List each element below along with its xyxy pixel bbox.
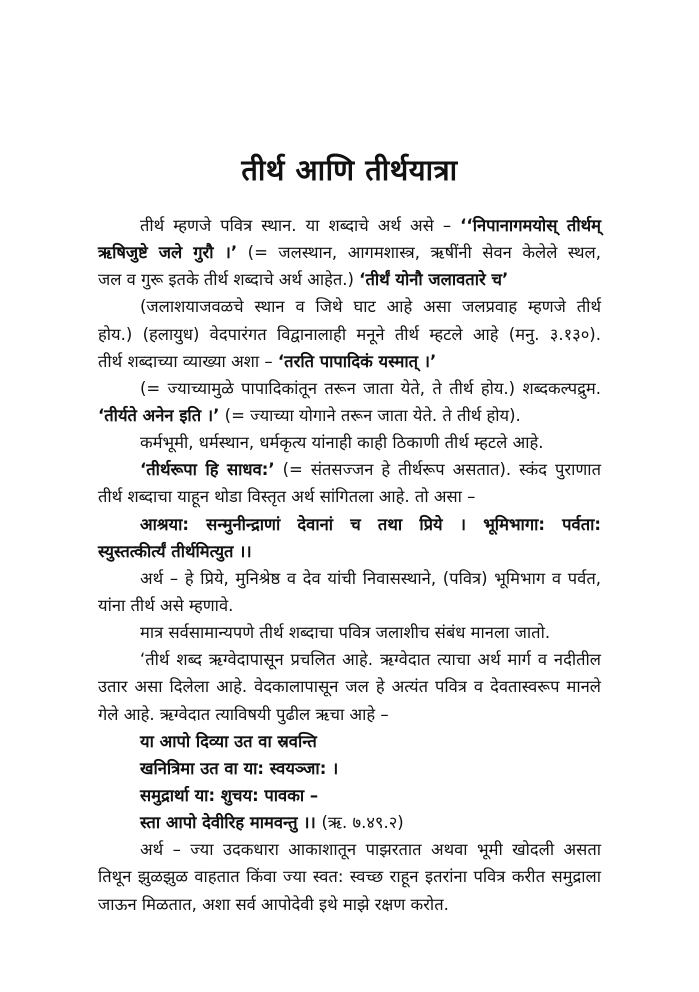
text-line bbox=[98, 646, 601, 673]
text-line bbox=[98, 673, 601, 700]
body-text: (= ज्याच्या योगाने तरून जाता येते. ते तीर्थ होय). bbox=[219, 405, 521, 425]
body-text: तिथून झुळझुळ वाहतात किंवा ज्या स्वत: स्वच्छ राहून इतरांना पवित्र करीत समुद्राला bbox=[98, 867, 601, 887]
body-text: जल व गुरू इतके तीर्थ शब्दाचे अर्थ आहेत.) bbox=[98, 270, 360, 290]
text-line bbox=[98, 348, 601, 375]
text-line bbox=[98, 755, 601, 782]
body-text: (= संतसज्जन हे तीर्थरूप असतात). स्कंद पुराणात bbox=[274, 460, 601, 480]
bold-quote-text: ‘तीर्थं योनौ जलावतारे च’ bbox=[359, 270, 509, 290]
body-text: होय.) (हलायुध) वेदपारंगत विद्वानालाही मनूने तीर्थ म्हटले आहे (मनु. ३.१३०). bbox=[98, 324, 601, 344]
document-body bbox=[98, 212, 601, 918]
body-text: (= ज्याच्यामुळे पापादिकांतून तरून जाता येते, ते तीर्थ होय.) शब्दकल्पद्रुम. bbox=[140, 378, 601, 398]
text-line bbox=[98, 293, 601, 320]
text-line bbox=[98, 429, 601, 456]
body-text: तीर्थ म्हणजे पवित्र स्थान. या शब्दाचे अर्थ असे – bbox=[140, 216, 461, 235]
bold-quote-text: आश्रया: सन्मुनीन्द्राणां देवानां च तथा प्रिये । भूमिभागा: पर्वता: bbox=[140, 514, 601, 534]
text-line bbox=[98, 782, 601, 809]
text-line bbox=[98, 809, 601, 836]
text-line bbox=[98, 239, 601, 266]
body-text: तीर्थ शब्दाचा याहून थोडा विस्तृत अर्थ सांगितला आहे. तो असा – bbox=[98, 487, 476, 507]
text-line bbox=[98, 592, 601, 619]
text-line bbox=[98, 483, 601, 510]
body-text: जाऊन मिळतात, अशा सर्व आपोदेवी इथे माझे रक्षण करोत. bbox=[98, 894, 449, 914]
text-line bbox=[98, 321, 601, 348]
text-line bbox=[98, 511, 601, 538]
text-line bbox=[98, 212, 601, 239]
bold-quote-text: स्ता आपो देवीरिह मामवन्तु ।। bbox=[140, 813, 322, 833]
bold-quote-text: ऋषिजुष्टे जले गुरौ ।’ bbox=[98, 243, 238, 263]
text-line bbox=[98, 456, 601, 483]
body-text: कर्मभूमी, धर्मस्थान, धर्मकृत्य यांनाही काही ठिकाणी तीर्थ म्हटले आहे. bbox=[140, 433, 544, 453]
bold-quote-text: ‘तरति पापादिकं यस्मात् ।’ bbox=[277, 351, 437, 371]
body-text: मात्र सर्वसामान्यपणे तीर्थ शब्दाचा पवित्र जलाशीच संबंध मानला जातो. bbox=[140, 623, 551, 643]
page-title: तीर्थ आणि तीर्थयात्रा bbox=[241, 153, 458, 187]
bold-quote-text: स्युस्तत्कीर्त्यं तीर्थमित्युत ।। bbox=[98, 541, 252, 561]
body-text: अर्थ – ज्या उदकधारा आकाशातून पाझरतात अथवा भूमी खोदली असता bbox=[140, 840, 601, 860]
bold-quote-text: खनित्रिमा उत वा या: स्वयञ्जा: । bbox=[140, 758, 339, 778]
body-text: उतार असा दिलेला आहे. वेदकालापासून जल हे अत्यंत पवित्र व देवतास्वरूप मानले bbox=[98, 677, 601, 697]
text-line bbox=[98, 701, 601, 728]
text-line bbox=[98, 565, 601, 592]
text-line bbox=[98, 891, 601, 918]
bold-quote-text: समुद्रार्था या: शुचय: पावका – bbox=[140, 785, 319, 805]
text-line bbox=[98, 375, 601, 402]
body-text: (ऋ. ७.४९.२) bbox=[321, 813, 404, 833]
body-text: तीर्थ शब्दाच्या व्याख्या अशा – bbox=[98, 351, 278, 371]
text-line bbox=[98, 538, 601, 565]
text-line bbox=[98, 728, 601, 755]
body-text: अर्थ – हे प्रिये, मुनिश्रेष्ठ व देव यांची निवासस्थाने, (पवित्र) भूमिभाग व पर्वत, bbox=[140, 568, 601, 588]
text-line bbox=[98, 619, 601, 646]
text-line bbox=[98, 836, 601, 863]
body-text: गेले आहे. ऋग्वेदात त्याविषयी पुढील ऋचा आहे – bbox=[98, 704, 389, 724]
bold-quote-text: ‘तीर्यते अनेन इति ।’ bbox=[98, 405, 220, 425]
bold-quote-text: ‘तीर्थरूपा हि साधव:’ bbox=[140, 460, 275, 480]
bold-quote-text: ‘‘निपानागमयोस् तीर्थम् bbox=[460, 216, 602, 235]
bold-quote-text: या आपो दिव्या उत वा स्रवन्ति bbox=[140, 731, 317, 751]
body-text: (= जलस्थान, आगमशास्त्र, ऋषींनी सेवन केलेले स्थल, bbox=[237, 243, 601, 263]
body-text: ‘तीर्थ शब्द ऋग्वेदापासून प्रचलित आहे. ऋग्वेदात त्याचा अर्थ मार्ग व नदीतील bbox=[140, 650, 601, 670]
text-line bbox=[98, 402, 601, 429]
body-text: यांना तीर्थ असे म्हणावे. bbox=[98, 595, 234, 615]
text-line bbox=[98, 266, 601, 293]
text-line bbox=[98, 863, 601, 890]
body-text: (जलाशयाजवळचे स्थान व जिथे घाट आहे असा जलप्रवाह म्हणजे तीर्थ bbox=[140, 297, 601, 317]
